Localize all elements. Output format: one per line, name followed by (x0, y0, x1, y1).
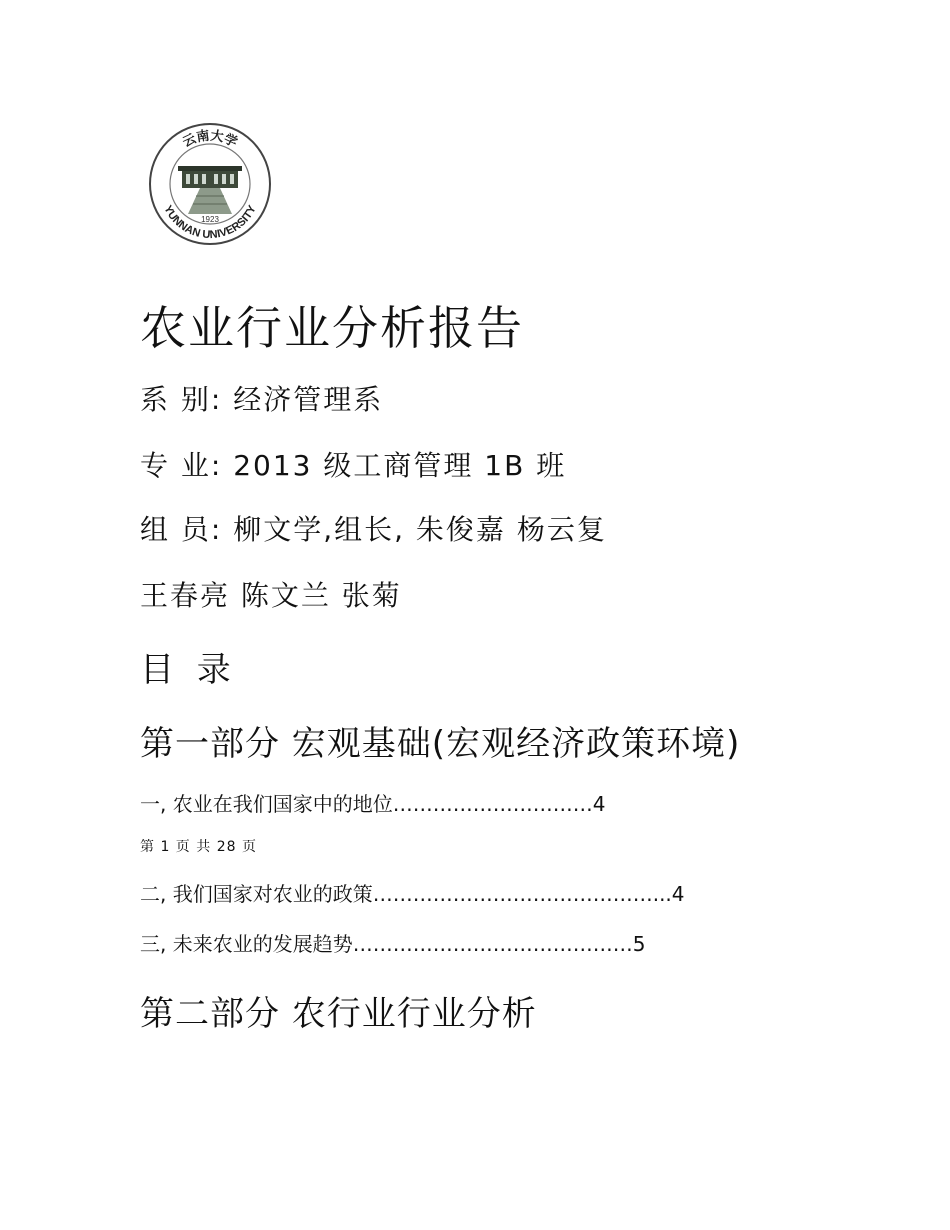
members-continued-line: 王春亮 陈文兰 张菊 (140, 579, 402, 612)
toc-part-1[interactable]: 第一部分 宏观基础(宏观经济政策环境) (140, 724, 741, 764)
department-line: 系 别: 经济管理系 (140, 383, 384, 416)
toc-part-2[interactable]: 第二部分 农行业行业分析 (140, 994, 537, 1034)
report-title: 农业行业分析报告 (140, 301, 524, 355)
major-line: 专 业: 2013 级工商管理 1B 班 (140, 449, 567, 482)
seal-year: 1923 (201, 215, 219, 224)
members-line: 组 员: 柳文学,组长, 朱俊嘉 杨云复 (140, 513, 607, 546)
university-seal-icon (146, 118, 274, 250)
toc-heading: 目 录 (140, 650, 237, 690)
toc-item[interactable]: 一, 农业在我们国家中的地位…………………………4 (140, 792, 606, 816)
seal-bottom-text: YUNNAN UNIVERSITY (161, 203, 259, 242)
page-footer: 第 1 页 共 28 页 (140, 839, 257, 855)
toc-item[interactable]: 三, 未来农业的发展趋势……………………………………5 (140, 932, 646, 956)
toc-item[interactable]: 二, 我们国家对农业的政策……………………………………...4 (140, 882, 685, 906)
seal-top-text: 云南大学 (180, 128, 240, 151)
